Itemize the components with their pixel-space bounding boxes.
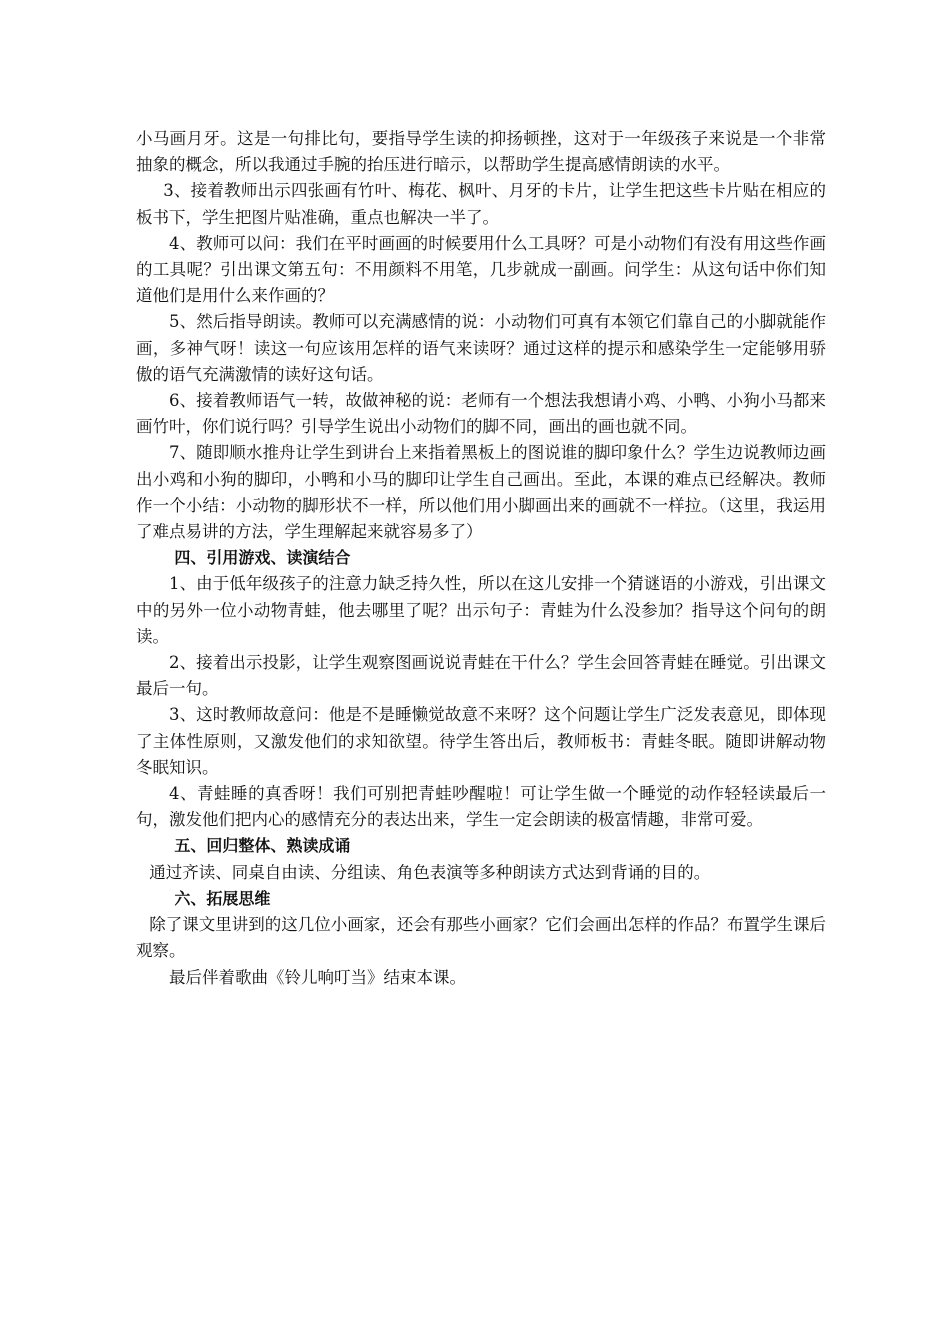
- section4-item-4: 4、青蛙睡的真香呀！我们可别把青蛙吵醒啦！可让学生做一个睡觉的动作轻轻读最后一句，激发他们把内心的感情充分的表达出来，学生一定会朗读的极富情趣，非常可爱。: [136, 784, 826, 830]
- section-heading-6: 六、拓展思维: [174, 888, 271, 908]
- document-body: [136, 126, 826, 991]
- closing-paragraph: 最后伴着歌曲《铃儿响叮当》结束本课。: [169, 967, 466, 987]
- section5-text: 通过齐读、同桌自由读、分组读、角色表演等多种朗读方式达到背诵的目的。: [149, 862, 711, 882]
- section4-item-3: 3、这时教师故意问：他是不是睡懒觉故意不来呀？这个问题让学生广泛发表意见，即体现了主体性原则，又激发他们的求知欲望。待学生答出后，教师板书：青蛙冬眠。随即讲解动物冬眠知识。: [136, 705, 826, 777]
- paragraph-step-7: 7、随即顺水推舟让学生到讲台上来指着黑板上的图说谁的脚印象什么？学生边说教师边画出小鸡和小狗的脚印，小鸭和小马的脚印让学生自己画出。至此，本课的难点已经解决。教师作一个小结：小动物的脚形状不一样，所以他们用小脚画出来的画就不一样拉。（这里，我运用了难点易讲的方法，学生理解起来就容易多了）: [136, 443, 826, 542]
- section-heading-4: 四、引用游戏、读演结合: [174, 548, 351, 568]
- section4-item-1: 1、由于低年级孩子的注意力缺乏持久性，所以在这儿安排一个猜谜语的小游戏，引出课文中的另外一位小动物青蛙，他去哪里了呢？出示句子：青蛙为什么没参加？指导这个问句的朗读。: [136, 574, 826, 646]
- paragraph-step-4: 4、教师可以问：我们在平时画画的时候要用什么工具呀？可是小动物们有没有用这些作画的工具呢？引出课文第五句：不用颜料不用笔，几步就成一副画。问学生：从这句话中你们知道他们是用什么来作画的？: [136, 233, 826, 306]
- paragraph-step-6: 6、接着教师语气一转，故做神秘的说：老师有一个想法我想请小鸡、小鸭、小狗小马都来画竹叶，你们说行吗？引导学生说出小动物们的脚不同，画出的画也就不同。: [136, 391, 826, 437]
- section4-item-2: 2、接着出示投影，让学生观察图画说说青蛙在干什么？学生会回答青蛙在睡觉。引出课文最后一句。: [136, 653, 826, 699]
- paragraph-continuation: 小马画月牙。这是一句排比句，要指导学生读的抑扬顿挫，这对于一年级孩子来说是一个非常抽象的概念，所以我通过手腕的抬压进行暗示，以帮助学生提高感情朗读的水平。: [136, 129, 826, 175]
- paragraph-step-3: 3、接着教师出示四张画有竹叶、梅花、枫叶、月牙的卡片，让学生把这些卡片贴在相应的板书下，学生把图片贴准确，重点也解决一半了。: [136, 181, 826, 227]
- section-heading-5: 五、回归整体、熟读成诵: [174, 836, 351, 856]
- section6-text: 除了课文里讲到的这几位小画家，还会有那些小画家？它们会画出怎样的作品？布置学生课后观察。: [136, 915, 826, 961]
- paragraph-step-5: 5、然后指导朗读。教师可以充满感情的说：小动物们可真有本领它们靠自己的小脚就能作画，多神气呀！读这一句应该用怎样的语气来读呀？通过这样的提示和感染学生一定能够用骄傲的语气充满激情的读好这句话。: [136, 312, 826, 384]
